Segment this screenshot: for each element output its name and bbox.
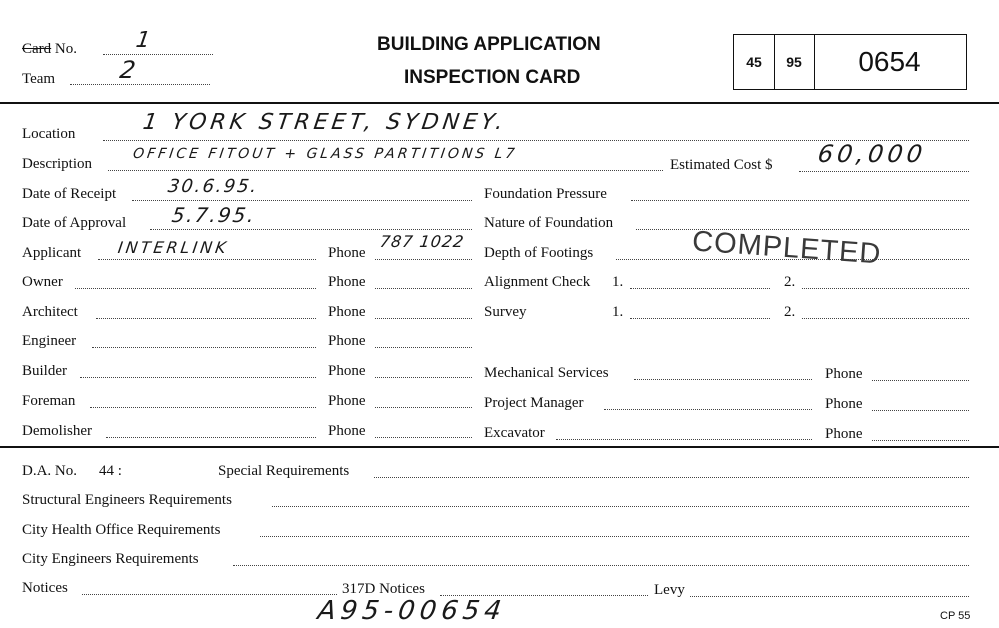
foreman-phone-line [375, 407, 472, 408]
card-no-label [22, 40, 77, 58]
box-cell-1: 45 [734, 35, 775, 89]
excavator-phone-label: Phone [825, 426, 863, 442]
nature-foundation-line [636, 229, 969, 230]
date-receipt-label: Date of Receipt [22, 186, 117, 202]
foundation-pressure-label: Foundation Pressure [484, 186, 607, 202]
date-receipt-value: 30.6.95. [166, 176, 260, 197]
applicant-phone-label: Phone [328, 245, 366, 261]
survey-label: Survey [484, 304, 527, 320]
title-line1: BUILDING APPLICATION [377, 34, 601, 55]
rule-top [0, 102, 999, 104]
alignment-check-label: Alignment Check [484, 274, 591, 290]
notices-label: Notices [22, 580, 68, 596]
levy-label: Levy [654, 582, 685, 598]
architect-phone-line [375, 318, 472, 319]
notices-317d-label: 317D Notices [342, 581, 425, 597]
card-no-line [103, 54, 213, 55]
da-no-value: 44 : [99, 463, 122, 479]
estimated-cost-label: Estimated Cost $ [670, 157, 773, 173]
mechanical-phone-line [872, 380, 969, 381]
card-number-box [733, 34, 967, 90]
special-requirements-label: Special Requirements [218, 463, 350, 479]
card-label-rest: No. [51, 41, 78, 57]
team-line [70, 84, 210, 85]
mechanical-line [634, 379, 812, 380]
owner-phone-line [375, 288, 472, 289]
mechanical-label: Mechanical Services [484, 365, 609, 381]
completed-stamp: COMPLETED [691, 225, 883, 271]
engineer-phone-label: Phone [328, 333, 366, 349]
estimated-cost-value: 60,000 [816, 140, 928, 168]
nature-foundation-label: Nature of Foundation [484, 215, 614, 231]
location-label: Location [22, 126, 76, 142]
alignment-line1 [630, 288, 770, 289]
architect-phone-label: Phone [328, 304, 366, 320]
architect-line [96, 318, 316, 319]
project-manager-line [604, 409, 812, 410]
alignment-line2 [802, 288, 969, 289]
builder-label: Builder [22, 363, 67, 379]
card-no-value: 1 [134, 28, 154, 53]
foundation-pressure-line [631, 200, 969, 201]
date-approval-value: 5.7.95. [170, 203, 258, 227]
foreman-phone-label: Phone [328, 393, 366, 409]
owner-line [75, 288, 316, 289]
applicant-phone-value: 787 1022 [378, 232, 466, 251]
team-value: 2 [118, 56, 140, 84]
alignment-num2: 2. [784, 274, 796, 290]
depth-footings-label: Depth of Footings [484, 245, 594, 261]
mechanical-phone-label: Phone [825, 366, 863, 382]
description-value: OFFICE FITOUT + GLASS PARTITIONS L7 [131, 146, 519, 162]
alignment-num1: 1. [612, 274, 624, 290]
date-approval-label: Date of Approval [22, 215, 127, 231]
engineer-line [92, 347, 316, 348]
city-engineers-line [233, 565, 969, 566]
applicant-label: Applicant [22, 245, 82, 261]
card-label-struck: Card [22, 41, 52, 57]
description-line [108, 170, 663, 171]
location-value: 1 YORK STREET, SYDNEY. [141, 110, 509, 135]
excavator-label: Excavator [484, 425, 545, 441]
special-requirements-line [374, 477, 969, 478]
form-code: CP 55 [940, 610, 971, 622]
box-cell-2: 95 [774, 35, 815, 89]
applicant-value: INTERLINK [116, 238, 231, 257]
project-manager-phone-line [872, 410, 969, 411]
project-manager-phone-label: Phone [825, 396, 863, 412]
demolisher-phone-label: Phone [328, 423, 366, 439]
health-line [260, 536, 969, 537]
team-label: Team [22, 71, 56, 87]
date-approval-line [150, 229, 472, 230]
title-line2: INSPECTION CARD [404, 67, 581, 88]
description-label: Description [22, 156, 92, 172]
engineer-phone-line [375, 347, 472, 348]
applicant-phone-line [375, 259, 472, 260]
architect-label: Architect [22, 304, 78, 320]
structural-label: Structural Engineers Requirements [22, 492, 232, 508]
handwritten-reference: A95-00654 [315, 596, 509, 626]
demolisher-label: Demolisher [22, 423, 92, 439]
survey-line2 [802, 318, 969, 319]
builder-phone-line [375, 377, 472, 378]
survey-num1: 1. [612, 304, 624, 320]
survey-num2: 2. [784, 304, 796, 320]
owner-phone-label: Phone [328, 274, 366, 290]
applicant-line [98, 259, 316, 260]
builder-phone-label: Phone [328, 363, 366, 379]
box-cell-number: 0654 [858, 46, 921, 77]
excavator-phone-line [872, 440, 969, 441]
rule-middle [0, 446, 999, 448]
engineer-label: Engineer [22, 333, 77, 349]
date-receipt-line [132, 200, 472, 201]
city-engineers-label: City Engineers Requirements [22, 551, 199, 567]
foreman-line [90, 407, 316, 408]
estimated-cost-line [799, 171, 969, 172]
builder-line [80, 377, 316, 378]
owner-label: Owner [22, 274, 63, 290]
health-label: City Health Office Requirements [22, 522, 221, 538]
excavator-line [556, 439, 812, 440]
demolisher-line [106, 437, 316, 438]
structural-line [272, 506, 969, 507]
survey-line1 [630, 318, 770, 319]
levy-line [690, 596, 969, 597]
da-no-label: D.A. No. [22, 463, 77, 479]
foreman-label: Foreman [22, 393, 76, 409]
demolisher-phone-line [375, 437, 472, 438]
notices-line [82, 594, 337, 595]
project-manager-label: Project Manager [484, 395, 584, 411]
